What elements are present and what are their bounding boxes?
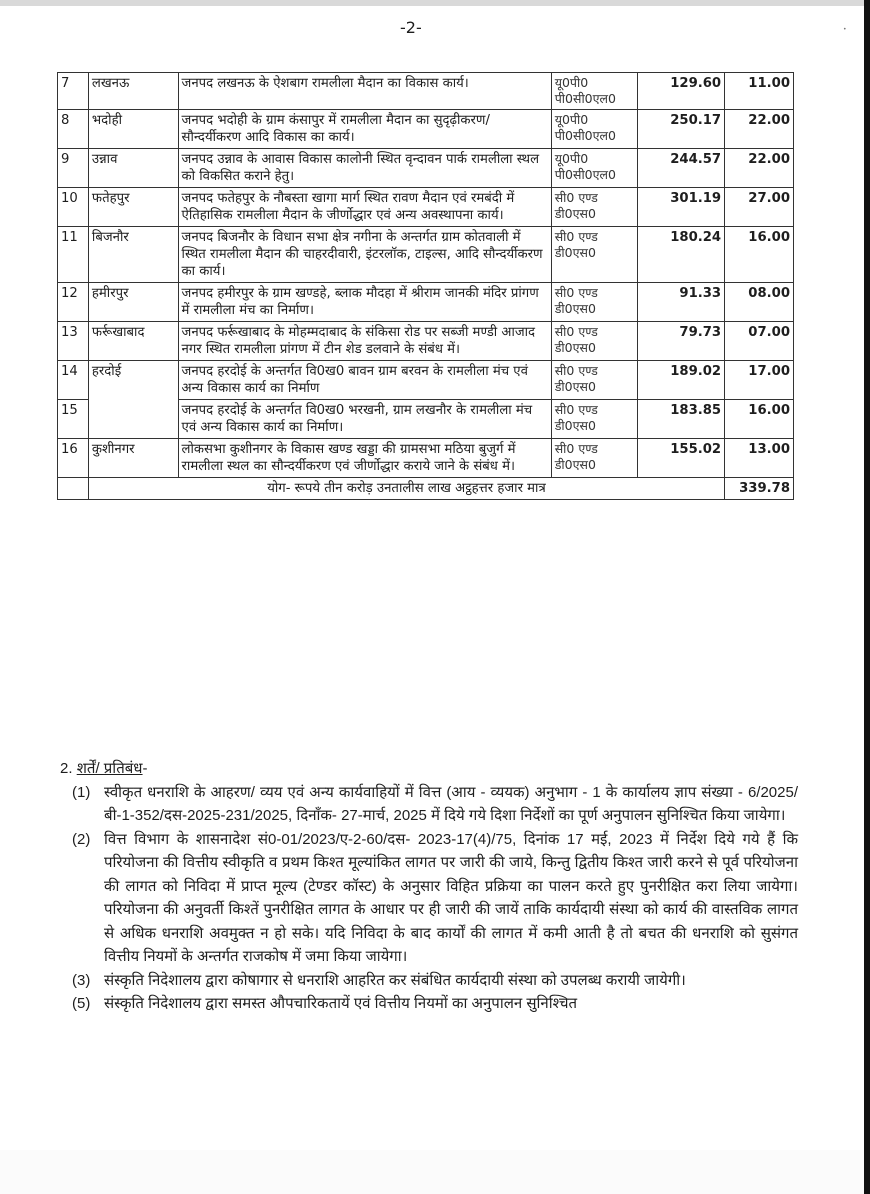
sanctioned-amount: 22.00 [725, 149, 794, 188]
section-title: शर्तें/ प्रतिबंध [76, 760, 143, 777]
table-row [58, 73, 794, 110]
district-cell: फतेहपुर [88, 188, 178, 227]
total-amount: 339.78 [725, 478, 794, 500]
total-empty-cell [58, 478, 89, 500]
table-row [58, 322, 794, 361]
table-row [58, 283, 794, 322]
sanctioned-amount: 16.00 [725, 227, 794, 283]
serial-number: 9 [58, 149, 89, 188]
table-row [58, 439, 794, 478]
project-cost: 79.73 [638, 322, 725, 361]
district-cell: बिजनौर [88, 227, 178, 283]
executing-agency: यू0पी0 पी0सी0एल0 [551, 110, 638, 149]
condition-number: (2) [72, 830, 91, 848]
sanctioned-amount: 08.00 [725, 283, 794, 322]
table-row [58, 149, 794, 188]
project-cost: 183.85 [638, 400, 725, 439]
condition-number: (1) [72, 783, 91, 801]
work-description: जनपद बिजनौर के विधान सभा क्षेत्र नगीना के अन्तर्गत ग्राम कोतवाली में स्थित रामलीला मैदान की चाहरदीवारी, इंटरलॉक, टाइल्स, आदि सौन्दर्यीकरण का कार्य। [178, 227, 551, 283]
district-cell: उन्नाव [88, 149, 178, 188]
scan-right-edge [864, 0, 870, 1194]
condition-number: (3) [72, 971, 91, 989]
district-cell: हरदोई [88, 361, 178, 439]
sanctioned-amount: 17.00 [725, 361, 794, 400]
executing-agency: सी0 एण्ड डी0एस0 [551, 283, 638, 322]
project-cost: 301.19 [638, 188, 725, 227]
work-description: लोकसभा कुशीनगर के विकास खण्ड खड्डा की ग्रामसभा मठिया बुजुर्ग में रामलीला स्थल का सौन्दर्यीकरण एवं जीर्णोद्धार कराये जाने के संबंध में। [178, 439, 551, 478]
work-description: जनपद हरदोई के अन्तर्गत वि0ख0 भरखनी, ग्राम लखनौर के रामलीला मंच एवं अन्य विकास कार्य का निर्माण। [178, 400, 551, 439]
table-row [58, 227, 794, 283]
work-description: जनपद फर्रूखाबाद के मोहम्मदाबाद के संकिसा रोड पर सब्जी मण्डी आजाद नगर स्थित रामलीला प्रांगण में टीन शेड डलवाने के संबंध में। [178, 322, 551, 361]
condition-item [58, 969, 798, 993]
conditions-heading [60, 757, 798, 781]
project-cost: 155.02 [638, 439, 725, 478]
sanctioned-amount: 22.00 [725, 110, 794, 149]
serial-number: 8 [58, 110, 89, 149]
table-row [58, 188, 794, 227]
project-cost: 180.24 [638, 227, 725, 283]
executing-agency: सी0 एण्ड डी0एस0 [551, 439, 638, 478]
serial-number: 13 [58, 322, 89, 361]
serial-number: 11 [58, 227, 89, 283]
project-cost: 189.02 [638, 361, 725, 400]
executing-agency: सी0 एण्ड डी0एस0 [551, 227, 638, 283]
condition-text: स्वीकृत धनराशि के आहरण/ व्यय एवं अन्य कार्यवाहियों में वित्त (आय - व्ययक) अनुभाग - 1 के कार्यालय ज्ञाप संख्या - 6/2025/बी-1-352/दस-2025-231/2025, दिनाँक- 27-मार्च, 2025 में दिये गये दिशा निर्देशों का पूर्ण अनुपालन सुनिश्चित किया जायेगा। [104, 783, 798, 824]
scan-speck: • [843, 26, 847, 33]
serial-number: 16 [58, 439, 89, 478]
executing-agency: यू0पी0 पी0सी0एल0 [551, 73, 638, 110]
work-description: जनपद लखनऊ के ऐशबाग रामलीला मैदान का विकास कार्य। [178, 73, 551, 110]
executing-agency: सी0 एण्ड डी0एस0 [551, 400, 638, 439]
condition-text: वित्त विभाग के शासनादेश सं0-01/2023/ए-2-60/दस- 2023-17(4)/75, दिनांक 17 मई, 2023 में निर्देश दिये गये हैं कि परियोजना की वित्तीय स्वीकृति व प्रथम किश्त मूल्यांकित लागत पर जारी की जाये, किन्तु द्वितीय किश्त जारी करने से पूर्व परियोजना की लागत को निविदा में प्राप्त मूल्य (टेण्डर कॉस्ट) के अनुसार विहित प्रक्रिया का पालन करते हुए पुनरीक्षित करा लिया जायेगा। परियोजना की अनुवर्ती किश्तें पुनरीक्षित लागत के आधार पर ही जारी की जायें ताकि कार्यदायी संस्था को कार्य की वास्तविक लागत से अधिक धनराशि अवमुक्त न हो सके। यदि निविदा के बाद कार्यों की लागत में कमी आती है तो बचत की धनराशि को सुसंगत वित्तीय नियमों के अन्तर्गत राजकोष में जमा किया जायेगा। [104, 830, 798, 965]
serial-number: 12 [58, 283, 89, 322]
serial-number: 10 [58, 188, 89, 227]
condition-item [58, 828, 798, 969]
sanctioned-amount: 07.00 [725, 322, 794, 361]
project-cost: 250.17 [638, 110, 725, 149]
serial-number: 15 [58, 400, 89, 439]
work-description: जनपद फतेहपुर के नौबस्ता खागा मार्ग स्थित रावण मैदान एवं रमबंदी में ऐतिहासिक रामलीला मैदान के जीर्णोद्धार एवं अन्य अवस्थापना कार्य। [178, 188, 551, 227]
district-cell: हमीरपुर [88, 283, 178, 322]
project-cost: 244.57 [638, 149, 725, 188]
condition-text: संस्कृति निदेशालय द्वारा कोषागार से धनराशि आहरित कर संबंधित कार्यदायी संस्था को उपलब्ध करायी जायेगी। [104, 971, 686, 989]
section-title-suffix: - [142, 760, 148, 777]
works-table [57, 72, 794, 500]
section-number: 2. [60, 760, 73, 777]
district-cell: कुशीनगर [88, 439, 178, 478]
total-row [58, 478, 794, 500]
executing-agency: सी0 एण्ड डी0एस0 [551, 322, 638, 361]
work-description: जनपद हरदोई के अन्तर्गत वि0ख0 बावन ग्राम बरवन के रामलीला मंच एवं अन्य विकास कार्य का निर्माण [178, 361, 551, 400]
scan-bottom-area [0, 1150, 864, 1194]
executing-agency: यू0पी0 पी0सी0एल0 [551, 149, 638, 188]
total-label: योग- रूपये तीन करोड़ उनतालीस लाख अट्ठहत्तर हजार मात्र [88, 478, 724, 500]
work-description: जनपद उन्नाव के आवास विकास कालोनी स्थित वृन्दावन पार्क रामलीला स्थल को विकसित कराने हेतु। [178, 149, 551, 188]
scan-top-edge [0, 0, 870, 6]
table-row [58, 361, 794, 400]
condition-item [58, 992, 798, 1016]
table-row [58, 110, 794, 149]
sanctioned-amount: 13.00 [725, 439, 794, 478]
serial-number: 7 [58, 73, 89, 110]
sanctioned-amount: 11.00 [725, 73, 794, 110]
district-cell: भदोही [88, 110, 178, 149]
executing-agency: सी0 एण्ड डी0एस0 [551, 188, 638, 227]
executing-agency: सी0 एण्ड डी0एस0 [551, 361, 638, 400]
serial-number: 14 [58, 361, 89, 400]
condition-item [58, 781, 798, 828]
project-cost: 91.33 [638, 283, 725, 322]
condition-text: संस्कृति निदेशालय द्वारा समस्त औपचारिकतायें एवं वित्तीय नियमों का अनुपालन सुनिश्चित [104, 995, 578, 1012]
condition-number: (5) [72, 995, 91, 1012]
sanctioned-amount: 27.00 [725, 188, 794, 227]
conditions-section [58, 757, 798, 1016]
sanctioned-amount: 16.00 [725, 400, 794, 439]
district-cell: लखनऊ [88, 73, 178, 110]
district-cell: फर्रूखाबाद [88, 322, 178, 361]
work-description: जनपद हमीरपुर के ग्राम खण्डहे, ब्लाक मौदहा में श्रीराम जानकी मंदिर प्रांगण में रामलीला मंच का निर्माण। [178, 283, 551, 322]
project-cost: 129.60 [638, 73, 725, 110]
work-description: जनपद भदोही के ग्राम कंसापुर में रामलीला मैदान का सुदृढ़ीकरण/ सौन्दर्यीकरण आदि विकास का कार्य। [178, 110, 551, 149]
page-number: -2- [400, 18, 422, 37]
